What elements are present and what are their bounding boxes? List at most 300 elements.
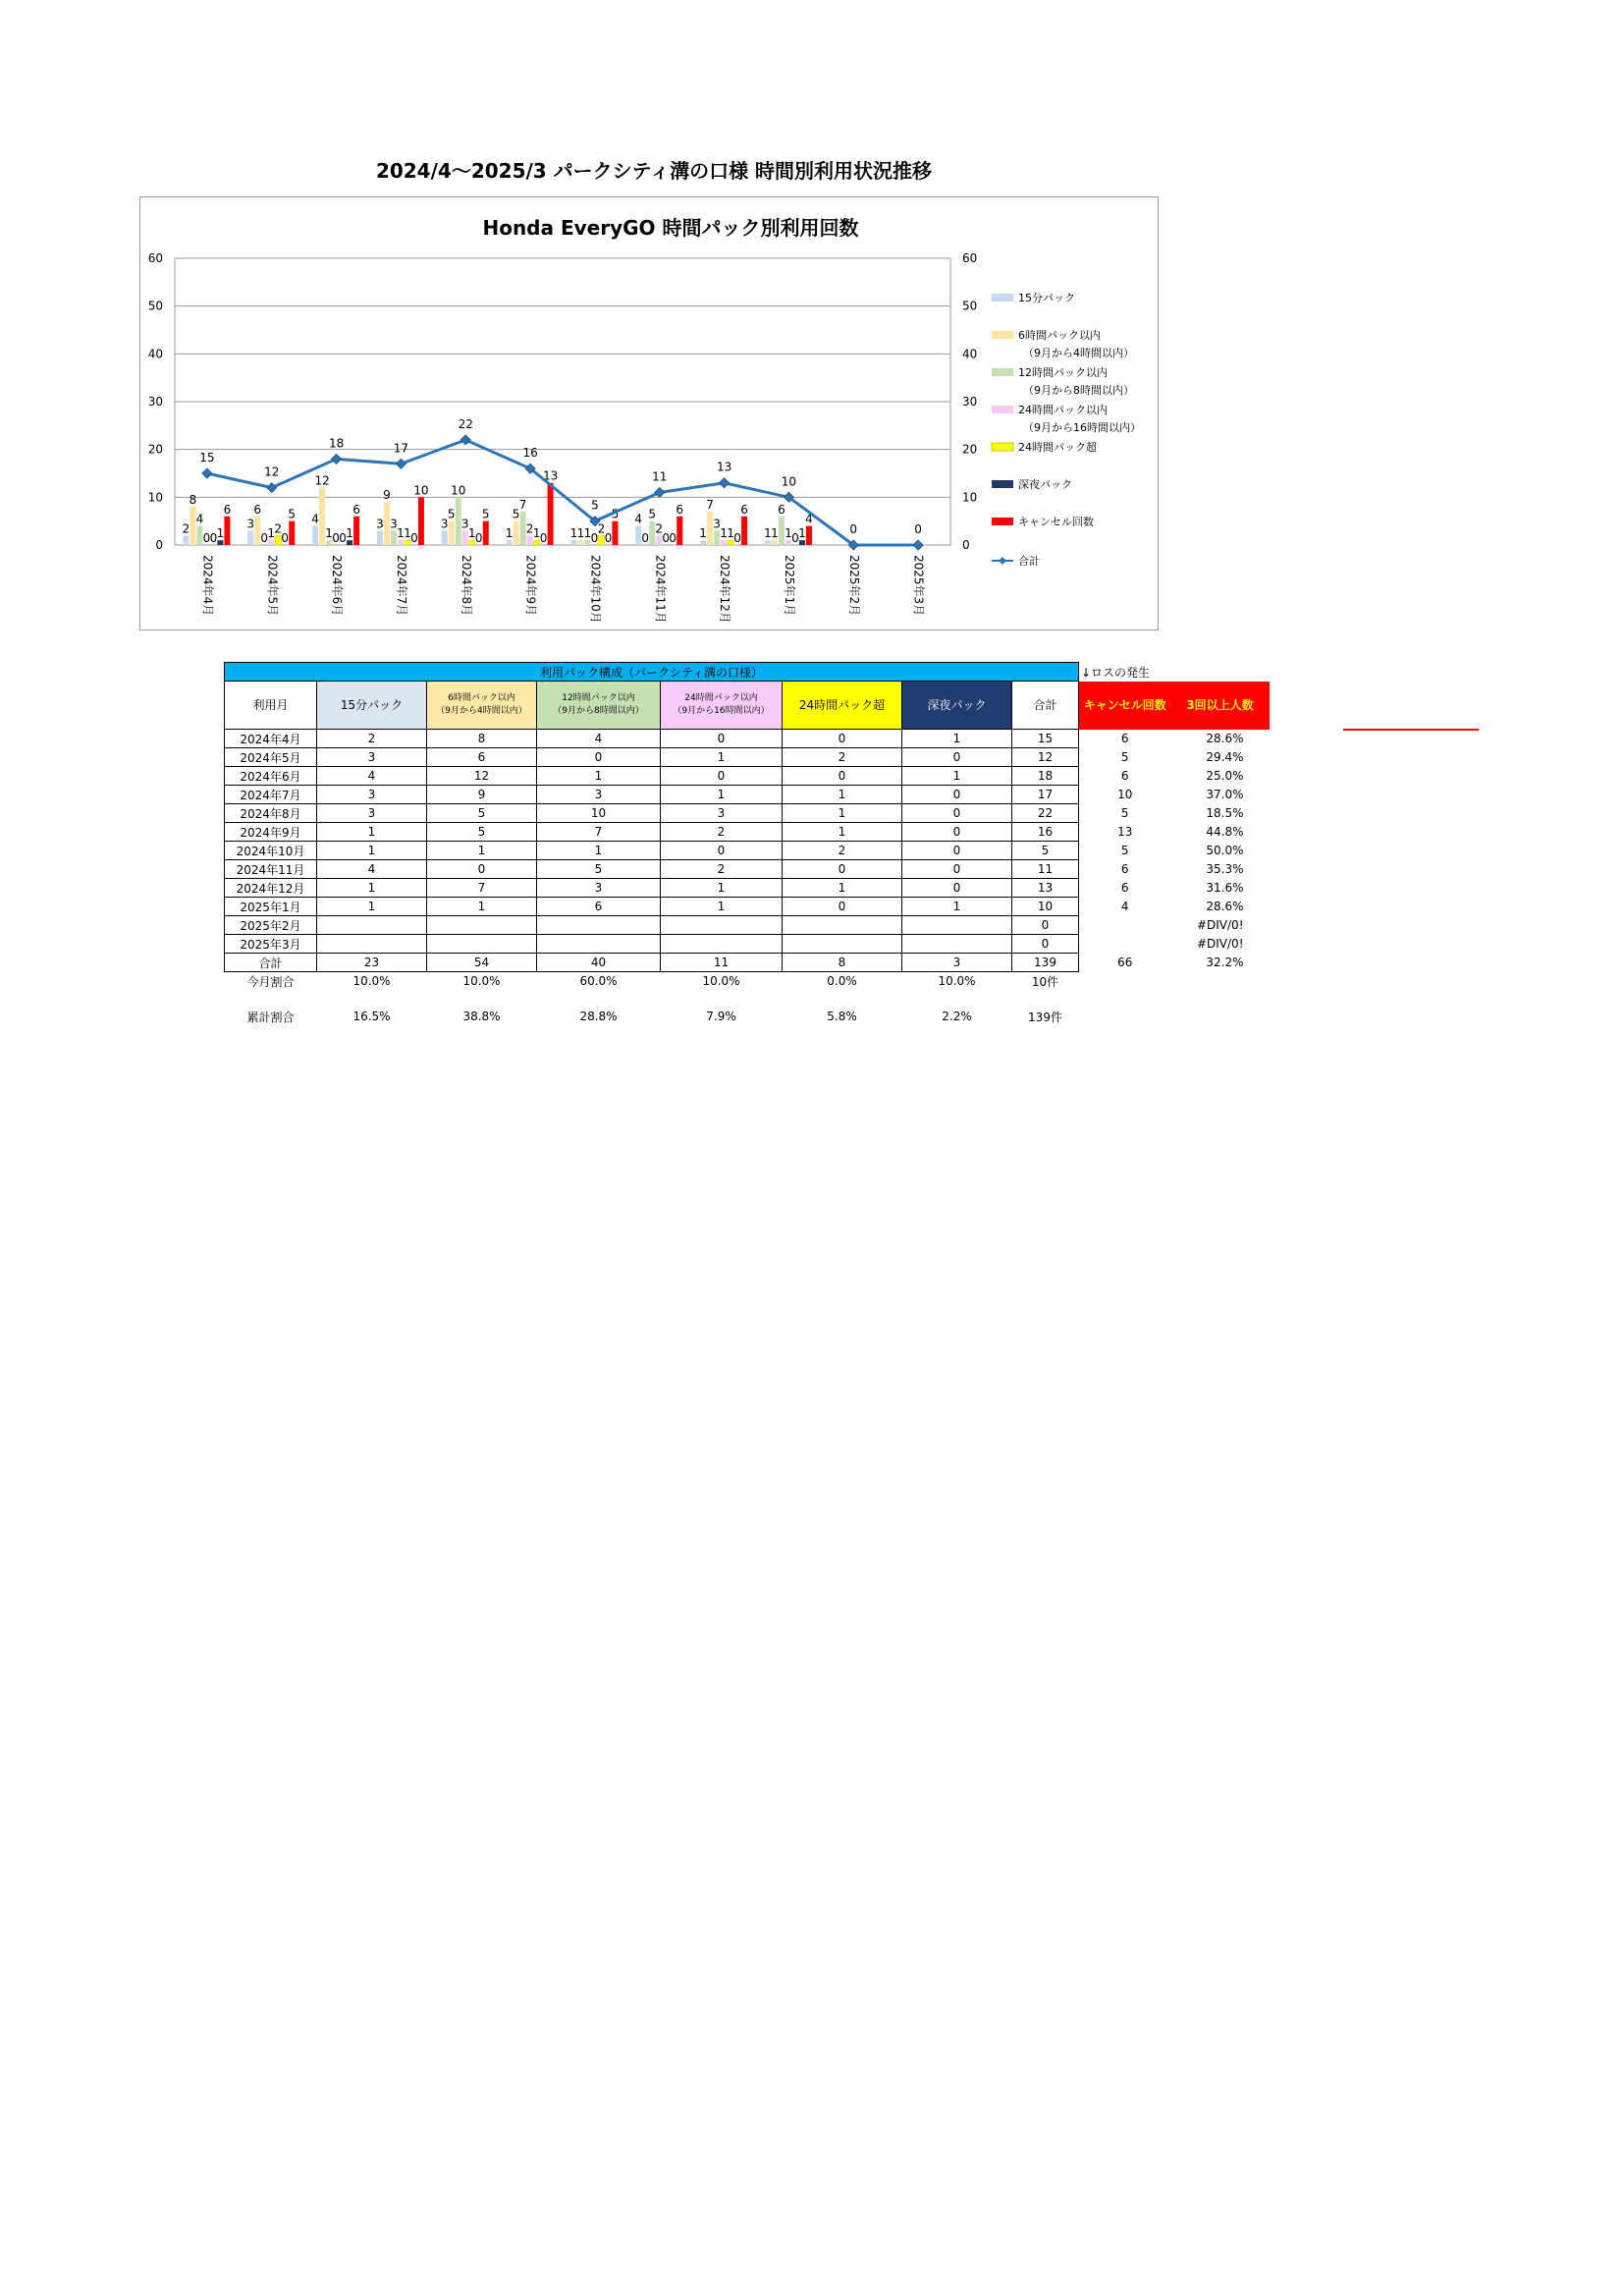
bar [183, 535, 189, 545]
header-12h [537, 682, 661, 730]
table-cell: 1 [783, 879, 902, 898]
bar [577, 540, 583, 545]
bar [700, 540, 706, 545]
bar-data-label: 1 [404, 526, 411, 541]
ratio-cell: 2.2% [942, 1010, 972, 1023]
table-cell: 2024年8月 [225, 804, 317, 823]
bar-data-label: 2 [182, 521, 190, 536]
bar [728, 540, 733, 545]
legend-sublabel: （9月から8時間以内） [1023, 384, 1134, 397]
bar [527, 535, 533, 545]
table-cell: 2025年3月 [225, 935, 317, 954]
y-tick-label-left: 20 [147, 442, 163, 457]
table-cell: 6 [427, 748, 537, 767]
table-cell: 10 [537, 804, 661, 823]
bar-data-label: 4 [634, 512, 643, 526]
bar-data-label: 0 [474, 531, 483, 545]
bar-data-label: 1 [346, 526, 353, 541]
table-row [225, 767, 1270, 786]
table-cell: 11 [1012, 860, 1079, 879]
ratio-cell: 0.0% [827, 974, 857, 988]
table-cell: 2 [661, 823, 783, 842]
bar [377, 530, 383, 545]
bar-data-label: 1 [699, 526, 707, 541]
table-cell: 6 [537, 898, 661, 916]
bar [534, 540, 540, 545]
table-cell: 0 [902, 786, 1012, 804]
table-row [225, 842, 1270, 860]
y-tick-label-right: 60 [962, 251, 978, 265]
legend-label: 12時間パック以内 [1018, 366, 1108, 379]
bar [347, 540, 352, 545]
table-cell: 2 [661, 860, 783, 879]
bar-data-label: 2 [274, 521, 283, 536]
table-cell: 1 [902, 730, 1012, 748]
table-cell: 1 [317, 898, 427, 916]
table-row [225, 916, 1270, 935]
y-tick-label-left: 40 [147, 347, 163, 361]
table-cell: 1 [661, 748, 783, 767]
table-cell: 3 [537, 879, 661, 898]
bar-data-label: 1 [764, 526, 772, 541]
bar [384, 502, 390, 545]
bar [779, 517, 785, 545]
bar-data-label: 2 [525, 521, 534, 536]
legend-label: 深夜パック [1018, 478, 1072, 491]
table-cell: 4 [317, 860, 427, 879]
bar [449, 521, 455, 545]
bar-data-label: 1 [583, 526, 592, 541]
table-cell: 1 [661, 786, 783, 804]
bar-data-label: 1 [267, 526, 276, 541]
table-cell: 6 [1120, 769, 1129, 783]
table-cell: 1 [902, 767, 1012, 786]
header-6h-sub: （9月から4時間以内） [436, 706, 527, 716]
table-row [225, 879, 1270, 898]
legend-swatch [992, 294, 1013, 301]
bar-data-label: 13 [542, 468, 559, 483]
table-cell: 4 [1120, 900, 1129, 913]
table-row [225, 748, 1270, 767]
bar-data-label: 3 [460, 517, 469, 531]
ratio-cell: 139件 [1028, 1010, 1062, 1024]
table-cell: 0 [1012, 935, 1079, 954]
bar-data-label: 0 [641, 531, 650, 545]
bar-data-label: 1 [771, 526, 779, 541]
x-tick-label: 2025年3月 [911, 555, 926, 617]
table-cell: 13 [1117, 825, 1133, 839]
table-cell [317, 916, 427, 935]
legend-sublabel: （9月から4時間以内） [1023, 347, 1134, 359]
bar-data-label: 1 [798, 526, 806, 541]
bar [570, 540, 576, 545]
bar-data-label: 4 [195, 512, 204, 526]
bar-data-label: 3 [440, 517, 449, 531]
header-15min: 15分パック [317, 682, 427, 730]
table-cell: 1 [317, 842, 427, 860]
spacer-cell [225, 990, 1270, 1008]
table-cell: 17 [1012, 786, 1079, 804]
bar [462, 530, 468, 545]
ratio-cell: 28.8% [579, 1010, 618, 1023]
table-cell: 1 [317, 879, 427, 898]
bar-data-label: 1 [397, 526, 405, 541]
bar [707, 512, 713, 545]
table-cell: 0 [427, 860, 537, 879]
bar-data-label: 3 [713, 517, 721, 531]
line-point [267, 483, 277, 493]
table-row [225, 860, 1270, 879]
bar-data-label: 7 [706, 497, 714, 512]
header-three-plus: 3回以上人数 [1171, 682, 1270, 730]
table-cell: 5 [427, 804, 537, 823]
table-cell: 1 [661, 898, 783, 916]
line-point [332, 454, 342, 464]
table-cell [427, 935, 537, 954]
bar [254, 517, 260, 545]
legend-swatch [992, 406, 1013, 413]
header-month: 利用月 [225, 682, 317, 730]
bar-data-label: 5 [447, 507, 456, 521]
line-data-label: 17 [393, 441, 409, 456]
table-cell: 3 [537, 786, 661, 804]
line-data-label: 5 [591, 498, 599, 513]
table-cell: 1 [783, 786, 902, 804]
header-night: 深夜パック [902, 682, 1012, 730]
ratio-cell: 10件 [1031, 974, 1059, 989]
table-row [225, 898, 1270, 916]
table-cell: 2024年10月 [225, 842, 317, 860]
sum-cell: 139 [1012, 954, 1079, 972]
header-6h-label: 6時間パック以内 [448, 693, 515, 703]
table-cell: 0 [661, 842, 783, 860]
bar-data-label: 0 [339, 531, 347, 545]
bar-data-label: 5 [648, 507, 657, 521]
table-cell: 6 [1120, 862, 1129, 876]
cumulative-ratio-row [225, 1008, 1270, 1025]
chart-title: Honda EveryGO 時間パック別利用回数 [482, 216, 859, 240]
header-24h-sub: （9月から16時間以内） [673, 706, 770, 716]
ratio-cell: 16.5% [352, 1010, 391, 1023]
table-cell: 35.3% [1206, 862, 1244, 876]
sum-cell: 66 [1117, 956, 1133, 969]
bar-data-label: 0 [410, 531, 418, 545]
bar-data-label: 0 [332, 531, 340, 545]
spacer-row [225, 990, 1270, 1008]
table-cell: 6 [1120, 881, 1129, 895]
bar [469, 540, 475, 545]
bar-data-label: 1 [216, 526, 225, 541]
line-data-label: 12 [264, 465, 280, 479]
bar-data-label: 6 [352, 502, 360, 517]
legend-label: 6時間パック以内 [1018, 329, 1101, 342]
bar-data-label: 0 [281, 531, 290, 545]
table-cell: 2024年9月 [225, 823, 317, 842]
red-underline [1343, 729, 1479, 731]
table-cell: 2024年6月 [225, 767, 317, 786]
sum-cell: 23 [317, 954, 427, 972]
x-tick-label: 2024年8月 [459, 555, 473, 617]
table-row [225, 786, 1270, 804]
line-data-label: 10 [781, 474, 797, 489]
table-cell: 37.0% [1206, 788, 1244, 801]
line-data-label: 11 [652, 469, 668, 484]
bar [765, 540, 771, 545]
bar [635, 526, 641, 545]
y-tick-label-right: 10 [962, 490, 978, 505]
table-cell [1079, 916, 1171, 935]
bar-data-label: 1 [727, 526, 734, 541]
table-cell [783, 935, 902, 954]
table-cell: 28.6% [1206, 900, 1244, 913]
table-cell: 0 [902, 748, 1012, 767]
line-point [720, 478, 730, 488]
table-cell: 5 [1120, 844, 1129, 857]
bar [714, 530, 720, 545]
empty-cell [1079, 972, 1171, 991]
bar [224, 517, 230, 545]
table-cell: 50.0% [1206, 844, 1244, 857]
bar [398, 540, 404, 545]
table-cell: 1 [661, 879, 783, 898]
bar [785, 540, 791, 545]
bar-data-label: 5 [288, 507, 297, 521]
legend-label: 24時間パック以内 [1018, 404, 1108, 416]
x-tick-label: 2024年9月 [523, 555, 538, 617]
sum-cell: 8 [783, 954, 902, 972]
table-cell: 4 [317, 767, 427, 786]
table-cell: 2 [317, 730, 427, 748]
usage-table [224, 662, 1270, 1025]
table-cell: 0 [661, 767, 783, 786]
table-cell: 13 [1012, 879, 1079, 898]
bar [507, 540, 513, 545]
y-tick-label-left: 60 [147, 251, 163, 265]
table-cell: 31.6% [1206, 881, 1244, 895]
bar [772, 540, 778, 545]
ratio-cell: 60.0% [579, 974, 618, 988]
y-tick-label-right: 30 [962, 395, 978, 409]
ratio-cell: 10.0% [702, 974, 740, 988]
bar-data-label: 7 [518, 497, 527, 512]
table-cell: 5 [1120, 806, 1129, 820]
table-cell: 18.5% [1206, 806, 1244, 820]
table-cell: #DIV/0! [1196, 918, 1244, 932]
table-cell: 0 [537, 748, 661, 767]
bar [514, 521, 519, 545]
table-cell [427, 916, 537, 935]
bar-data-label: 5 [512, 507, 520, 521]
bar-data-label: 1 [505, 526, 514, 541]
table-cell: 0 [783, 860, 902, 879]
loss-label: ↓ロスの発生 [1081, 665, 1151, 680]
bar-data-label: 6 [778, 502, 785, 517]
table-cell: 1 [902, 898, 1012, 916]
table-cell: 28.6% [1206, 732, 1244, 745]
table-cell: 0 [1012, 916, 1079, 935]
table-cell: 1 [317, 823, 427, 842]
line-data-label: 16 [522, 446, 538, 461]
bar-data-label: 3 [390, 517, 398, 531]
legend-swatch [992, 443, 1013, 451]
table-sum-row [225, 954, 1270, 972]
bar [353, 517, 359, 545]
ratio-cell: 5.8% [827, 1010, 857, 1023]
y-tick-label-left: 30 [147, 395, 163, 409]
table-cell: 5 [1120, 750, 1129, 764]
bar [418, 497, 424, 545]
legend-line-marker [999, 557, 1006, 565]
table-cell: 15 [1012, 730, 1079, 748]
table-cell: 1 [537, 842, 661, 860]
table-cell: 29.4% [1206, 750, 1244, 764]
bar [520, 512, 526, 545]
bar [456, 497, 461, 545]
table-cell: 22 [1012, 804, 1079, 823]
table-cell: 3 [317, 748, 427, 767]
sum-cell: 3 [902, 954, 1012, 972]
table-cell: 2024年11月 [225, 860, 317, 879]
table-cell: 3 [317, 786, 427, 804]
bar-data-label: 0 [733, 531, 741, 545]
bar-data-label: 6 [223, 502, 232, 517]
bar-data-label: 9 [383, 488, 391, 503]
bar [649, 521, 655, 545]
table-cell: 5 [1012, 842, 1079, 860]
table-cell: 12 [1012, 748, 1079, 767]
table-cell [537, 916, 661, 935]
bar-data-label: 0 [209, 531, 218, 545]
bar-data-label: 3 [246, 517, 255, 531]
ratio-cell: 10.0% [462, 974, 501, 988]
table-cell: 1 [783, 804, 902, 823]
table-cell: 1 [783, 823, 902, 842]
x-tick-label: 2024年11月 [653, 555, 668, 624]
header-12h-sub: （9月から8時間以内） [553, 706, 644, 716]
bar-data-label: 6 [740, 502, 748, 517]
x-tick-label: 2024年4月 [200, 555, 215, 617]
line-point [655, 487, 665, 497]
table-band-title: 利用パック構成（パークシティ溝の口様） [225, 663, 1079, 682]
table-cell: 0 [902, 860, 1012, 879]
x-tick-label: 2024年12月 [718, 555, 732, 624]
bar [548, 483, 554, 545]
table-cell: 0 [783, 898, 902, 916]
y-tick-label-right: 40 [962, 347, 978, 361]
table-cell: 7 [427, 879, 537, 898]
bar [275, 535, 281, 545]
bar [483, 521, 489, 545]
bar-data-label: 1 [325, 526, 333, 541]
header-total: 合計 [1012, 682, 1079, 730]
legend-swatch [992, 480, 1013, 488]
sum-cell: 11 [661, 954, 783, 972]
table-cell: 1 [427, 842, 537, 860]
header-24h-over: 24時間パック超 [783, 682, 902, 730]
table-cell: 18 [1012, 767, 1079, 786]
table-cell: 6 [1120, 732, 1129, 745]
table-cell: 25.0% [1206, 769, 1244, 783]
page-title: 2024/4～2025/3 パークシティ溝の口様 時間別利用状況推移 [375, 159, 933, 183]
table-cell: 2024年12月 [225, 879, 317, 898]
table-cell: 5 [537, 860, 661, 879]
table-cell: 16 [1012, 823, 1079, 842]
table-row [225, 730, 1270, 748]
table-cell: 0 [902, 879, 1012, 898]
bar-data-label: 10 [451, 483, 466, 498]
table-cell: 2 [783, 748, 902, 767]
y-tick-label-left: 10 [147, 490, 163, 505]
table-cell: 0 [902, 842, 1012, 860]
bar [598, 535, 604, 545]
bar-data-label: 0 [202, 531, 211, 545]
line-data-label: 15 [199, 451, 215, 465]
table-cell: 1 [537, 767, 661, 786]
table-cell [902, 916, 1012, 935]
ratio-cell: 38.8% [462, 1010, 501, 1023]
table-cell: 2 [783, 842, 902, 860]
bar-data-label: 8 [189, 493, 197, 508]
line-point [913, 540, 923, 550]
table-cell: #DIV/0! [1196, 937, 1244, 951]
bar [196, 526, 202, 545]
sum-cell: 40 [537, 954, 661, 972]
table-cell: 8 [427, 730, 537, 748]
bar [584, 540, 590, 545]
table-row [225, 804, 1270, 823]
table-row [225, 935, 1270, 954]
legend-label: 15分パック [1018, 292, 1075, 304]
line-data-label: 0 [914, 522, 922, 536]
legend-label: 24時間パック超 [1018, 441, 1097, 454]
table-cell [537, 935, 661, 954]
table-cell: 9 [427, 786, 537, 804]
bar-data-label: 1 [785, 526, 792, 541]
bar-data-label: 1 [576, 526, 585, 541]
bar [312, 526, 318, 545]
bar-data-label: 1 [532, 526, 541, 541]
bar-data-label: 0 [669, 531, 677, 545]
line-point [396, 459, 406, 468]
bar [217, 540, 223, 545]
bar [721, 540, 727, 545]
ratio-cell: 累計割合 [246, 1010, 295, 1024]
bar [319, 488, 325, 545]
table-cell: 1 [427, 898, 537, 916]
table-cell: 5 [427, 823, 537, 842]
empty-cell [1171, 972, 1270, 991]
table-cell: 3 [661, 804, 783, 823]
line-data-label: 13 [716, 460, 732, 474]
table-cell: 2024年5月 [225, 748, 317, 767]
bar [405, 540, 410, 545]
bar [326, 540, 332, 545]
bar-data-label: 4 [805, 512, 813, 526]
ratio-cell: 7.9% [706, 1010, 736, 1023]
table-cell: 0 [783, 767, 902, 786]
bar [612, 521, 618, 545]
bar-data-label: 0 [539, 531, 548, 545]
empty-cell [1079, 1008, 1171, 1025]
table-cell: 0 [902, 804, 1012, 823]
bar-data-label: 2 [597, 521, 606, 536]
table-cell: 10 [1012, 898, 1079, 916]
header-cancel: キャンセル回数 [1079, 682, 1171, 730]
bar [391, 530, 397, 545]
bar [268, 540, 274, 545]
line-point [202, 468, 212, 478]
bar [442, 530, 448, 545]
